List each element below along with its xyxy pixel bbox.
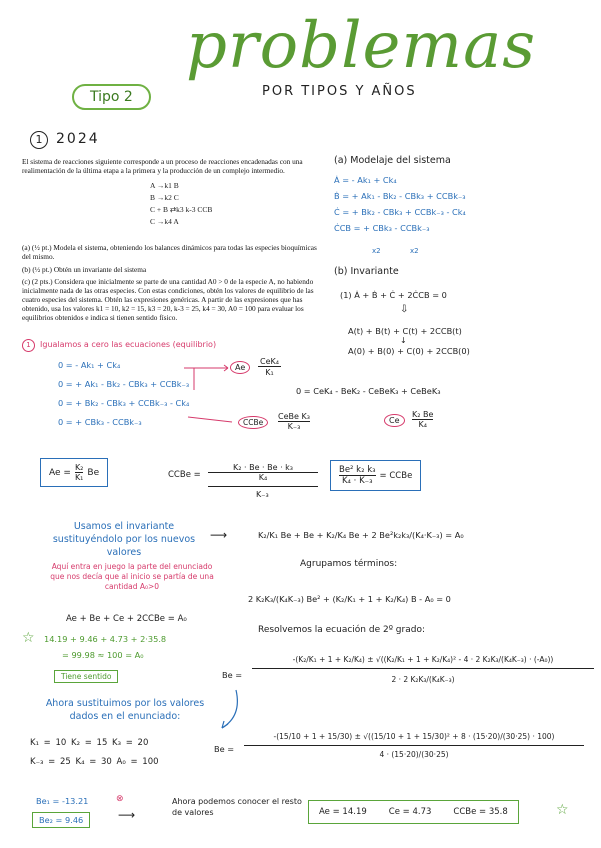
boxed-ae: [40, 458, 108, 487]
star-icon: ☆: [22, 630, 35, 646]
invariant-line-2: A(t) + B(t) + C(t) + 2CCB(t): [348, 326, 462, 336]
k-values-2: K₋₃ = 25 K₄ = 30 A₀ = 100: [30, 757, 159, 767]
down-arrow-icon: ⇩: [400, 304, 409, 315]
boxed-ccbe-rhs: = CCBe: [379, 470, 413, 481]
quad-lhs: Be =: [222, 670, 243, 680]
combined-eq: 0 = CeK₄ - BeK₂ - CeBeK₃ + CeBeK₃: [296, 386, 441, 396]
ccbe-eq-mid: K₄: [208, 472, 318, 482]
page-subtitle: POR TIPOS Y AÑOS: [262, 84, 417, 99]
down-arrow-small-icon: ↓: [400, 336, 407, 345]
invariant-note: Usamos el invariante sustituyéndolo por los nuevos valores: [52, 521, 196, 558]
invariant-line-1: (1) Ȧ + Ḃ + Ċ + 2ĊCB = 0: [340, 290, 447, 300]
zero-eq-1: 0 = - Ak₁ + Ck₄: [58, 360, 121, 370]
num-lhs: Be =: [214, 744, 235, 754]
tiene-sentido-badge: Tiene sentido: [54, 670, 118, 683]
conclude-note: Ahora podemos conocer el resto de valores: [172, 797, 302, 817]
final-ccbe: CCBe = 35.8: [453, 807, 508, 817]
type-pill: Tipo 2: [72, 84, 151, 110]
ccbe-eq-den: K₋₃: [256, 490, 269, 499]
invariant-line-3: A(0) + B(0) + C(0) + 2CCB(0): [348, 346, 470, 356]
boxed-ae-lhs: Ae =: [49, 467, 71, 478]
boxed-ccbe-num: Be² k₂ k₃: [339, 465, 376, 475]
reject-icon: ⊗: [116, 794, 124, 804]
num-fraction: [244, 732, 584, 759]
part-b: (b) (½ pt.) Obtén un invariante del sistema: [22, 265, 147, 274]
check-line-1: 14.19 + 9.46 + 4.73 + 2·35.8: [44, 634, 167, 644]
arrow-right-icon: ⟶: [210, 528, 228, 542]
boxed-ccbe: [330, 460, 421, 491]
x2-label-right: x2: [410, 247, 419, 255]
k-values-1: K₁ = 10 K₂ = 15 K₃ = 20: [30, 738, 149, 748]
final-values-box: [308, 800, 519, 824]
reaction-1: A →k1 B: [150, 181, 179, 190]
boxed-ae-tail: Be: [87, 467, 100, 478]
section-a-title: (a) Modelaje del sistema: [334, 155, 451, 166]
ce-fraction: [412, 410, 433, 429]
quad-title: Resolvemos la ecuación de 2º grado:: [258, 625, 425, 635]
balance-b: Ḃ = + Ak₁ - Bk₂ - CBk₃ + CCBk₋₃: [334, 191, 466, 201]
group-eq: 2 K₂K₃/(K₄K₋₃) Be² + (K₂/K₁ + 1 + K₂/K₄) B - A₀ = 0: [248, 594, 451, 604]
ce-den: K₄: [412, 419, 433, 429]
ce-circle: Ce: [384, 414, 405, 427]
boxed-ccbe-den: K₄ · K₋₃: [339, 475, 376, 486]
zero-eq-2: 0 = + Ak₁ - Bk₂ - CBk₃ + CCBk₋₃: [58, 379, 190, 389]
page-title: problemas: [186, 9, 537, 83]
ce-num: K₂ Be: [412, 410, 434, 419]
balance-a: Ȧ = - Ak₁ + Ck₄: [334, 175, 397, 185]
num-num: -(15/10 + 1 + 15/30) ± √((15/10 + 1 + 15/30)² + 8 · (15·20)/(30·25) · 100): [273, 732, 555, 741]
final-ce: Ce = 4.73: [388, 807, 432, 817]
num-den: 4 · (15·20)/(30·25): [244, 745, 584, 759]
section-a-equations: [334, 175, 584, 233]
pink-note: Aquí entra en juego la parte del enunciado que nos decía que al inicio se partía de una cantidad A₀>0: [50, 562, 214, 591]
ae-fraction: [258, 357, 281, 377]
boxed-ae-frac: [75, 463, 83, 482]
zero-eq-3: 0 = + Bk₂ - CBk₃ + CCBk₋₃ - Ck₄: [58, 398, 190, 408]
boxed-ae-num: K₂: [74, 463, 84, 472]
be2-value: Be₂ = 9.46: [32, 812, 90, 828]
problem-number: 1: [30, 131, 48, 149]
part-c: (c) (2 pts.) Considera que inicialmente se parte de una cantidad A0 > 0 de la especie A, no habiendo inicialmente nada de las otras especies. Con estas condiciones, obtén los valores de equilibrio de las cuatro especies del sistema. Obtén las expresiones genéricas. A partir de las expresiones que has obtenido, usa los valores k1 = 10, k2 = 15, k3 = 20, k-3 = 25, k4 = 30, A0 = 100 para evaluar los equilibrios obtenidos e indica si tienen sentido físico.: [22, 277, 314, 322]
ccbe-eq-num: K₂ · Be · Be · k₃: [233, 463, 293, 472]
group-title: Agrupamos términos:: [300, 559, 398, 569]
curved-arrow-icon: [214, 688, 244, 734]
section-b-title: (b) Invariante: [334, 266, 399, 277]
equilibrium-intro: Igualamos a cero las ecuaciones (equilibrio): [40, 340, 217, 349]
check-line-2: = 99.98 ≈ 100 = A₀: [62, 650, 144, 660]
subst-note: Ahora sustituimos por los valores dados en el enunciado:: [45, 698, 205, 722]
ccbe-eq-frac: [208, 463, 318, 482]
be1-value: Be₁ = -13.21: [36, 796, 89, 806]
x2-label-left: x2: [372, 247, 381, 255]
boxed-ccbe-frac: [339, 465, 376, 486]
problem-year: 2024: [56, 131, 100, 147]
ccbe-circle: CCBe: [238, 416, 268, 429]
part-a: (a) (½ pt.) Modela el sistema, obteniendo los balances dinámicos para todas las especies bioquímicas del mismo.: [22, 243, 317, 261]
step-marker: 1: [22, 339, 35, 352]
quad-fraction: [252, 655, 594, 684]
sum-eq: Ae + Be + Ce + 2CCBe = A₀: [66, 614, 187, 624]
zero-eq-4: 0 = + CBk₃ - CCBk₋₃: [58, 417, 142, 427]
balance-ccb: ĊCB = + CBk₃ - CCBk₋₃: [334, 223, 430, 233]
ae-num: CeK₄: [260, 357, 279, 366]
star-icon-final: ☆: [556, 802, 569, 818]
ccbe-eq-lhs: CCBe =: [168, 470, 201, 480]
ccbe-fraction: [278, 412, 310, 431]
ae-circle: Ae: [230, 361, 250, 374]
quad-num: -(K₂/K₁ + 1 + K₂/K₄) ± √((K₂/K₁ + 1 + K₂/K₄)² - 4 · 2 K₂K₃/(K₄K₋₃) · (-A₀)): [292, 655, 554, 664]
reaction-4: C →k4 A: [150, 217, 179, 226]
boxed-ae-den: K₁: [74, 473, 84, 482]
invariant-eq: K₂/K₁ Be + Be + K₂/K₄ Be + 2 Be²k₂k₃/(K₄·K₋₃) = A₀: [258, 530, 464, 540]
problem-intro: El sistema de reacciones siguiente corresponde a un proceso de reacciones encadenadas con una realimentación de la última etapa a la primera y la producción de un complejo intermedio.: [22, 157, 303, 175]
ccbe-num: CeBe K₃: [278, 412, 310, 421]
reaction-3: C + B ⇄k3 k-3 CCB: [150, 205, 213, 214]
final-ae: Ae = 14.19: [319, 807, 367, 817]
reaction-list: [150, 180, 212, 228]
arrow-to-conclusion-icon: ⟶: [118, 808, 136, 822]
ccbe-outer-line: [208, 486, 318, 487]
quad-den: 2 · 2 K₂K₃/(K₄K₋₃): [252, 668, 594, 684]
balance-c: Ċ = + Bk₂ - CBk₃ + CCBk₋₃ - Ck₄: [334, 207, 466, 217]
reaction-2: B →k2 C: [150, 193, 179, 202]
ae-den: K₁: [258, 366, 281, 377]
ccbe-den: K₋₃: [278, 421, 310, 431]
